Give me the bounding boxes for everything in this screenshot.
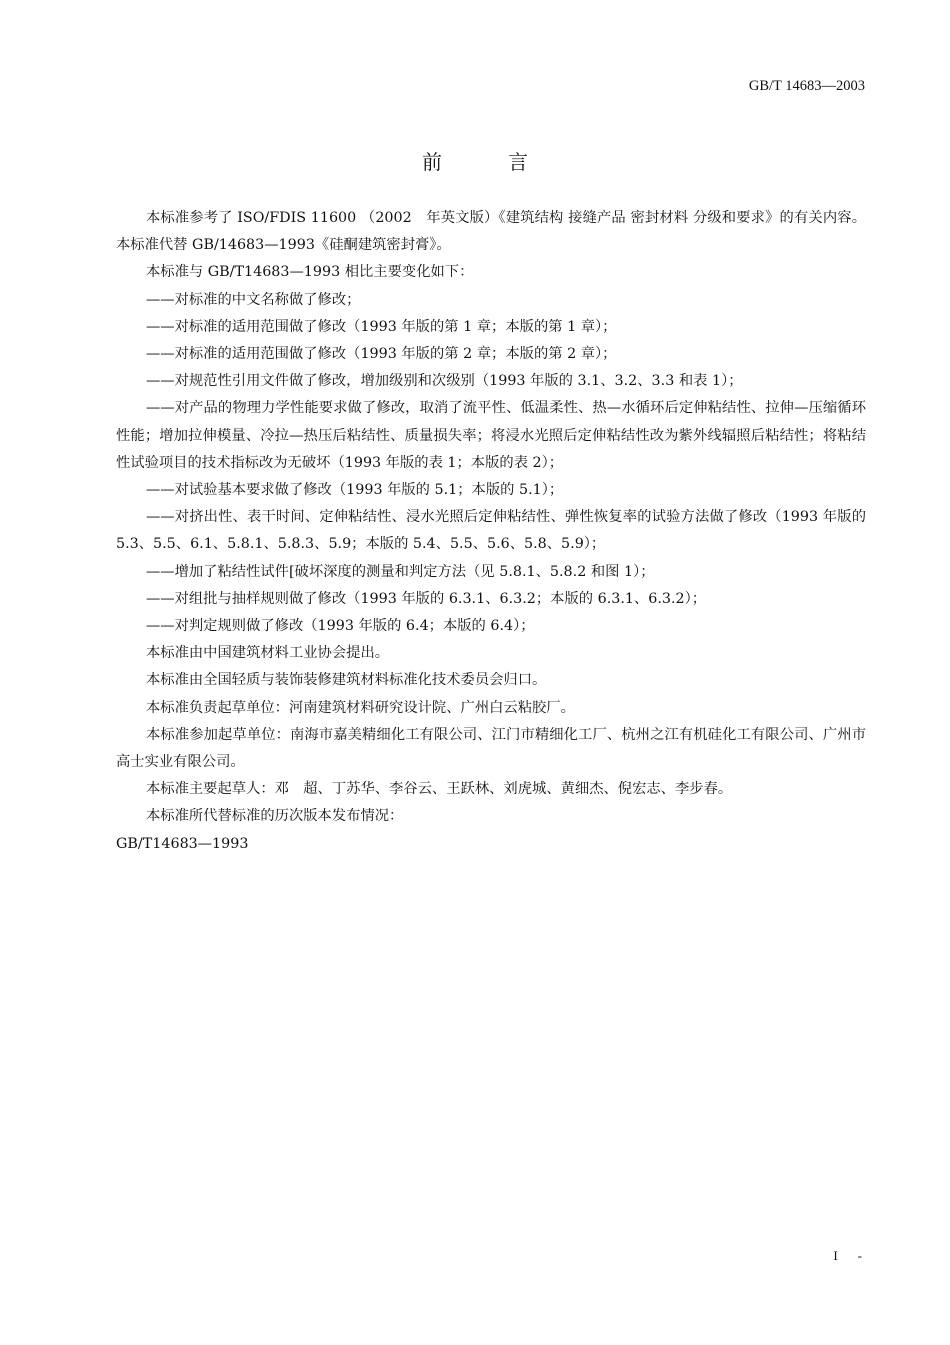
page-number: I [833,1248,838,1263]
list-item: ——对标准的适用范围做了修改（1993 年版的第 2 章；本版的第 2 章）； [146,346,617,363]
document-number: GB/T 14683—2003 [748,78,865,94]
paragraph: 本标准负责起草单位：河南建筑材料研究设计院、广州白云粘胶厂。 [146,699,575,716]
paragraph: 本标准由中国建筑材料工业协会提出。 [146,645,390,662]
previous-edition: GB/T14683—1993 [116,835,249,852]
paragraph: 本标准参加起草单位：南海市嘉美精细化工有限公司、江门市精细化工厂、杭州之江有机硅化工有限公司、广州市高士实业有限公司。 [116,726,866,771]
list-item: ——对规范性引用文件做了修改，增加级别和次级别（1993 年版的 3.1、3.2、3.3 和表 1）； [146,373,743,390]
list-item: ——对产品的物理力学性能要求做了修改，取消了流平性、低温柔性、热—水循环后定伸粘结性、拉伸—压缩循环性能；增加拉伸模量、冷拉—热压后粘结性、质量损失率；将浸水光照后定伸粘结性改为紫外线辐照后粘结性；将粘结性试验项目的技术指标改为无破坏（1993 年版的表 1；本版的表 2）； [116,400,866,471]
list-item: ——增加了粘结性试件[破坏深度的测量和判定方法（见 5.8.1、5.8.2 和图 1）； [146,563,655,580]
list-item: ——对标准的适用范围做了修改（1993 年版的第 1 章；本版的第 1 章）； [146,318,617,335]
title-char-2: 言 [508,150,528,174]
paragraph: 本标准与 GB/T14683—1993 相比主要变化如下： [146,264,474,281]
title-char-1: 前 [422,150,442,174]
paragraph: 本标准参考了 ISO/FDIS 11600 （2002 年英文版）《建筑结构 接缝产品 密封材料 分级和要求》的有关内容。本标准代替 GB/14683—1993《硅酮建筑密封膏》。 [116,210,866,254]
list-item: ——对挤出性、表干时间、定伸粘结性、浸水光照后定伸粘结性、弹性恢复率的试验方法做了修改（1993 年版的 5.3、5.5、6.1、5.8.1、5.8.3、5.9；本版的 5.4、5.5、5.6、5.8、5.9）； [116,509,866,553]
page-title [0,146,950,175]
list-item: ——对组批与抽样规则做了修改（1993 年版的 6.3.1、6.3.2；本版的 6.3.1、6.3.2）； [146,590,707,607]
list-item: ——对标准的中文名称做了修改； [146,291,361,308]
page-footer [833,1248,862,1264]
paragraph: 本标准由全国轻质与装饰装修建筑材料标准化技术委员会归口。 [146,672,547,689]
list-item: ——对判定规则做了修改（1993 年版的 6.4；本版的 6.4）； [146,618,535,635]
footer-dash: - [857,1248,862,1263]
paragraph: 本标准主要起草人：邓 超、丁苏华、李谷云、王跃林、刘虎城、黄细杰、倪宏志、李步春。 [146,781,733,798]
foreword-body [116,205,866,858]
list-item: ——对试验基本要求做了修改（1993 年版的 5.1；本版的 5.1）； [146,482,564,499]
paragraph: 本标准所代替标准的历次版本发布情况： [146,808,404,825]
